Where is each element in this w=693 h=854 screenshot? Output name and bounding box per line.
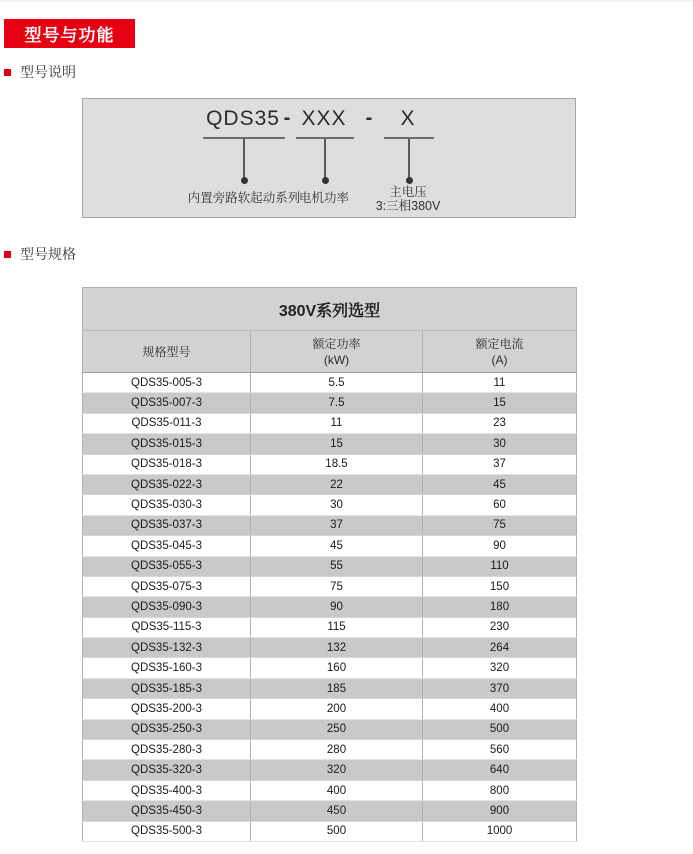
table-row <box>83 474 577 494</box>
table-cell: 230 <box>423 617 577 637</box>
table-row <box>83 658 577 678</box>
table-cell: 110 <box>423 556 577 576</box>
table-cell: 11 <box>251 413 423 433</box>
table-cell: 37 <box>423 454 577 474</box>
table-cell: 45 <box>251 536 423 556</box>
table-cell: 200 <box>251 699 423 719</box>
table-cell: 180 <box>423 597 577 617</box>
table-cell: 400 <box>423 699 577 719</box>
table-row <box>83 454 577 474</box>
table-cell: QDS35-018-3 <box>83 454 251 474</box>
table-cell: 500 <box>251 821 423 841</box>
table-cell: 45 <box>423 474 577 494</box>
table-row <box>83 597 577 617</box>
table-cell: 800 <box>423 780 577 800</box>
table-row <box>83 638 577 658</box>
table-row <box>83 617 577 637</box>
table-cell: 75 <box>423 515 577 535</box>
table-row <box>83 801 577 821</box>
table-cell: QDS35-115-3 <box>83 617 251 637</box>
connector-line <box>324 139 326 179</box>
table-cell: 115 <box>251 617 423 637</box>
column-label: 额定功率 <box>312 336 361 351</box>
pointer-dot-icon <box>241 177 248 184</box>
table-row <box>83 760 577 780</box>
table-cell: 560 <box>423 740 577 760</box>
table-cell: QDS35-185-3 <box>83 678 251 698</box>
table-cell: QDS35-055-3 <box>83 556 251 576</box>
table-cell: 23 <box>423 413 577 433</box>
section-model-description <box>4 62 76 82</box>
model-code-diagram <box>82 98 576 218</box>
separator-dash: - <box>283 107 291 129</box>
separator-dash: - <box>365 107 373 129</box>
table-row <box>83 821 577 841</box>
table-cell: QDS35-280-3 <box>83 740 251 760</box>
column-label: 额定电流 <box>475 336 524 351</box>
table-cell: 15 <box>423 393 577 413</box>
column-label: 规格型号 <box>142 344 191 359</box>
table-row <box>83 434 577 454</box>
section-title: 型号规格 <box>20 246 76 262</box>
column-header-power <box>251 331 423 373</box>
table-cell: 37 <box>251 515 423 535</box>
spec-table-body <box>83 373 577 842</box>
table-cell: 90 <box>251 597 423 617</box>
power-label: 电机功率 <box>298 191 349 205</box>
table-cell: 250 <box>251 719 423 739</box>
connector-line <box>408 139 410 179</box>
table-cell: QDS35-250-3 <box>83 719 251 739</box>
table-row <box>83 373 577 393</box>
bullet-square-icon <box>4 251 11 258</box>
table-cell: QDS35-500-3 <box>83 821 251 841</box>
table-cell: QDS35-030-3 <box>83 495 251 515</box>
table-cell: 400 <box>251 780 423 800</box>
section-title: 型号说明 <box>20 64 76 80</box>
table-header-row <box>83 331 577 373</box>
table-cell: 280 <box>251 740 423 760</box>
pointer-dot-icon <box>406 177 413 184</box>
table-title-row <box>83 288 577 331</box>
connector-line <box>243 139 245 179</box>
table-title: 380V系列选型 <box>83 288 577 331</box>
table-cell: 11 <box>423 373 577 393</box>
table-cell: 320 <box>423 658 577 678</box>
table-cell: QDS35-011-3 <box>83 413 251 433</box>
table-row <box>83 536 577 556</box>
table-row <box>83 719 577 739</box>
table-cell: QDS35-090-3 <box>83 597 251 617</box>
table-cell: QDS35-400-3 <box>83 780 251 800</box>
table-cell: QDS35-160-3 <box>83 658 251 678</box>
table-cell: 18.5 <box>251 454 423 474</box>
table-cell: 1000 <box>423 821 577 841</box>
table-row <box>83 556 577 576</box>
table-cell: 640 <box>423 760 577 780</box>
table-cell: 450 <box>251 801 423 821</box>
table-cell: QDS35-045-3 <box>83 536 251 556</box>
table-row <box>83 413 577 433</box>
table-cell: 60 <box>423 495 577 515</box>
table-cell: 90 <box>423 536 577 556</box>
model-voltage-code: X <box>400 107 416 130</box>
spec-selection-table <box>82 287 577 842</box>
table-cell: QDS35-037-3 <box>83 515 251 535</box>
table-cell: 5.5 <box>251 373 423 393</box>
table-cell: QDS35-450-3 <box>83 801 251 821</box>
table-cell: 55 <box>251 556 423 576</box>
table-row <box>83 576 577 596</box>
table-cell: 320 <box>251 760 423 780</box>
table-cell: 500 <box>423 719 577 739</box>
table-cell: QDS35-007-3 <box>83 393 251 413</box>
column-unit: (A) <box>491 352 508 367</box>
page-top-border <box>0 0 693 2</box>
pointer-dot-icon <box>322 177 329 184</box>
page-banner-title: 型号与功能 <box>24 26 115 45</box>
model-power-code: XXX <box>301 107 347 130</box>
table-row <box>83 515 577 535</box>
table-cell: 7.5 <box>251 393 423 413</box>
page-banner <box>4 19 135 48</box>
table-cell: QDS35-075-3 <box>83 576 251 596</box>
voltage-label-line1: 主电压 <box>389 185 427 199</box>
table-row <box>83 740 577 760</box>
series-label: 内置旁路软起动系列 <box>187 191 301 205</box>
table-row <box>83 678 577 698</box>
table-cell: QDS35-005-3 <box>83 373 251 393</box>
voltage-label <box>288 185 528 213</box>
table-cell: 75 <box>251 576 423 596</box>
section-model-specs <box>4 244 76 264</box>
table-row <box>83 495 577 515</box>
table-cell: QDS35-200-3 <box>83 699 251 719</box>
table-cell: 185 <box>251 678 423 698</box>
column-header-current <box>423 331 577 373</box>
table-row <box>83 393 577 413</box>
table-cell: 160 <box>251 658 423 678</box>
voltage-label-line2: 3:三相380V <box>375 199 441 213</box>
column-header-model <box>83 331 251 373</box>
table-cell: 22 <box>251 474 423 494</box>
table-cell: 150 <box>423 576 577 596</box>
table-cell: 900 <box>423 801 577 821</box>
column-unit: (kW) <box>323 352 350 367</box>
table-cell: 132 <box>251 638 423 658</box>
model-series-code: QDS35 <box>206 107 280 130</box>
table-cell: 370 <box>423 678 577 698</box>
table-cell: QDS35-022-3 <box>83 474 251 494</box>
table-cell: 264 <box>423 638 577 658</box>
table-row <box>83 780 577 800</box>
table-cell: QDS35-320-3 <box>83 760 251 780</box>
table-cell: 30 <box>251 495 423 515</box>
table-row <box>83 699 577 719</box>
table-cell: 30 <box>423 434 577 454</box>
table-cell: QDS35-015-3 <box>83 434 251 454</box>
bullet-square-icon <box>4 69 11 76</box>
table-cell: 15 <box>251 434 423 454</box>
table-cell: QDS35-132-3 <box>83 638 251 658</box>
